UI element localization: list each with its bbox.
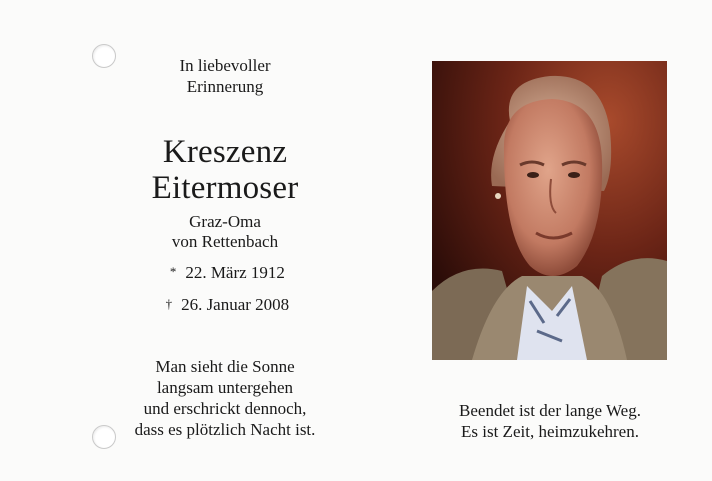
poem-line: langsam untergehen xyxy=(156,378,294,397)
nickname-line: Graz-Oma xyxy=(189,212,261,231)
poem-right xyxy=(430,400,670,442)
nickname-line: von Rettenbach xyxy=(171,232,279,251)
poem-line: Beendet ist der lange Weg. xyxy=(459,401,641,420)
poem-line: und erschrickt dennoch, xyxy=(143,399,307,418)
intro-line: Erinnerung xyxy=(186,77,264,96)
birth-date-text: 22. März 1912 xyxy=(185,263,285,282)
deceased-name xyxy=(95,134,355,206)
intro-line: In liebevoller xyxy=(179,56,271,75)
first-name: Kreszenz xyxy=(162,134,288,170)
portrait-illustration xyxy=(432,61,667,360)
intro-text xyxy=(95,55,355,97)
poem-left xyxy=(95,356,355,440)
birth-date xyxy=(95,262,355,283)
birth-star-icon: * xyxy=(169,264,177,279)
last-name: Eitermoser xyxy=(151,170,299,206)
nickname xyxy=(95,212,355,252)
poem-line: Es ist Zeit, heimzukehren. xyxy=(461,422,639,441)
death-date-text: 26. Januar 2008 xyxy=(181,295,290,314)
portrait-photo xyxy=(432,61,667,360)
death-cross-icon: † xyxy=(165,296,173,311)
poem-line: Man sieht die Sonne xyxy=(155,357,295,376)
poem-line: dass es plötzlich Nacht ist. xyxy=(134,420,316,439)
death-date xyxy=(95,294,355,315)
